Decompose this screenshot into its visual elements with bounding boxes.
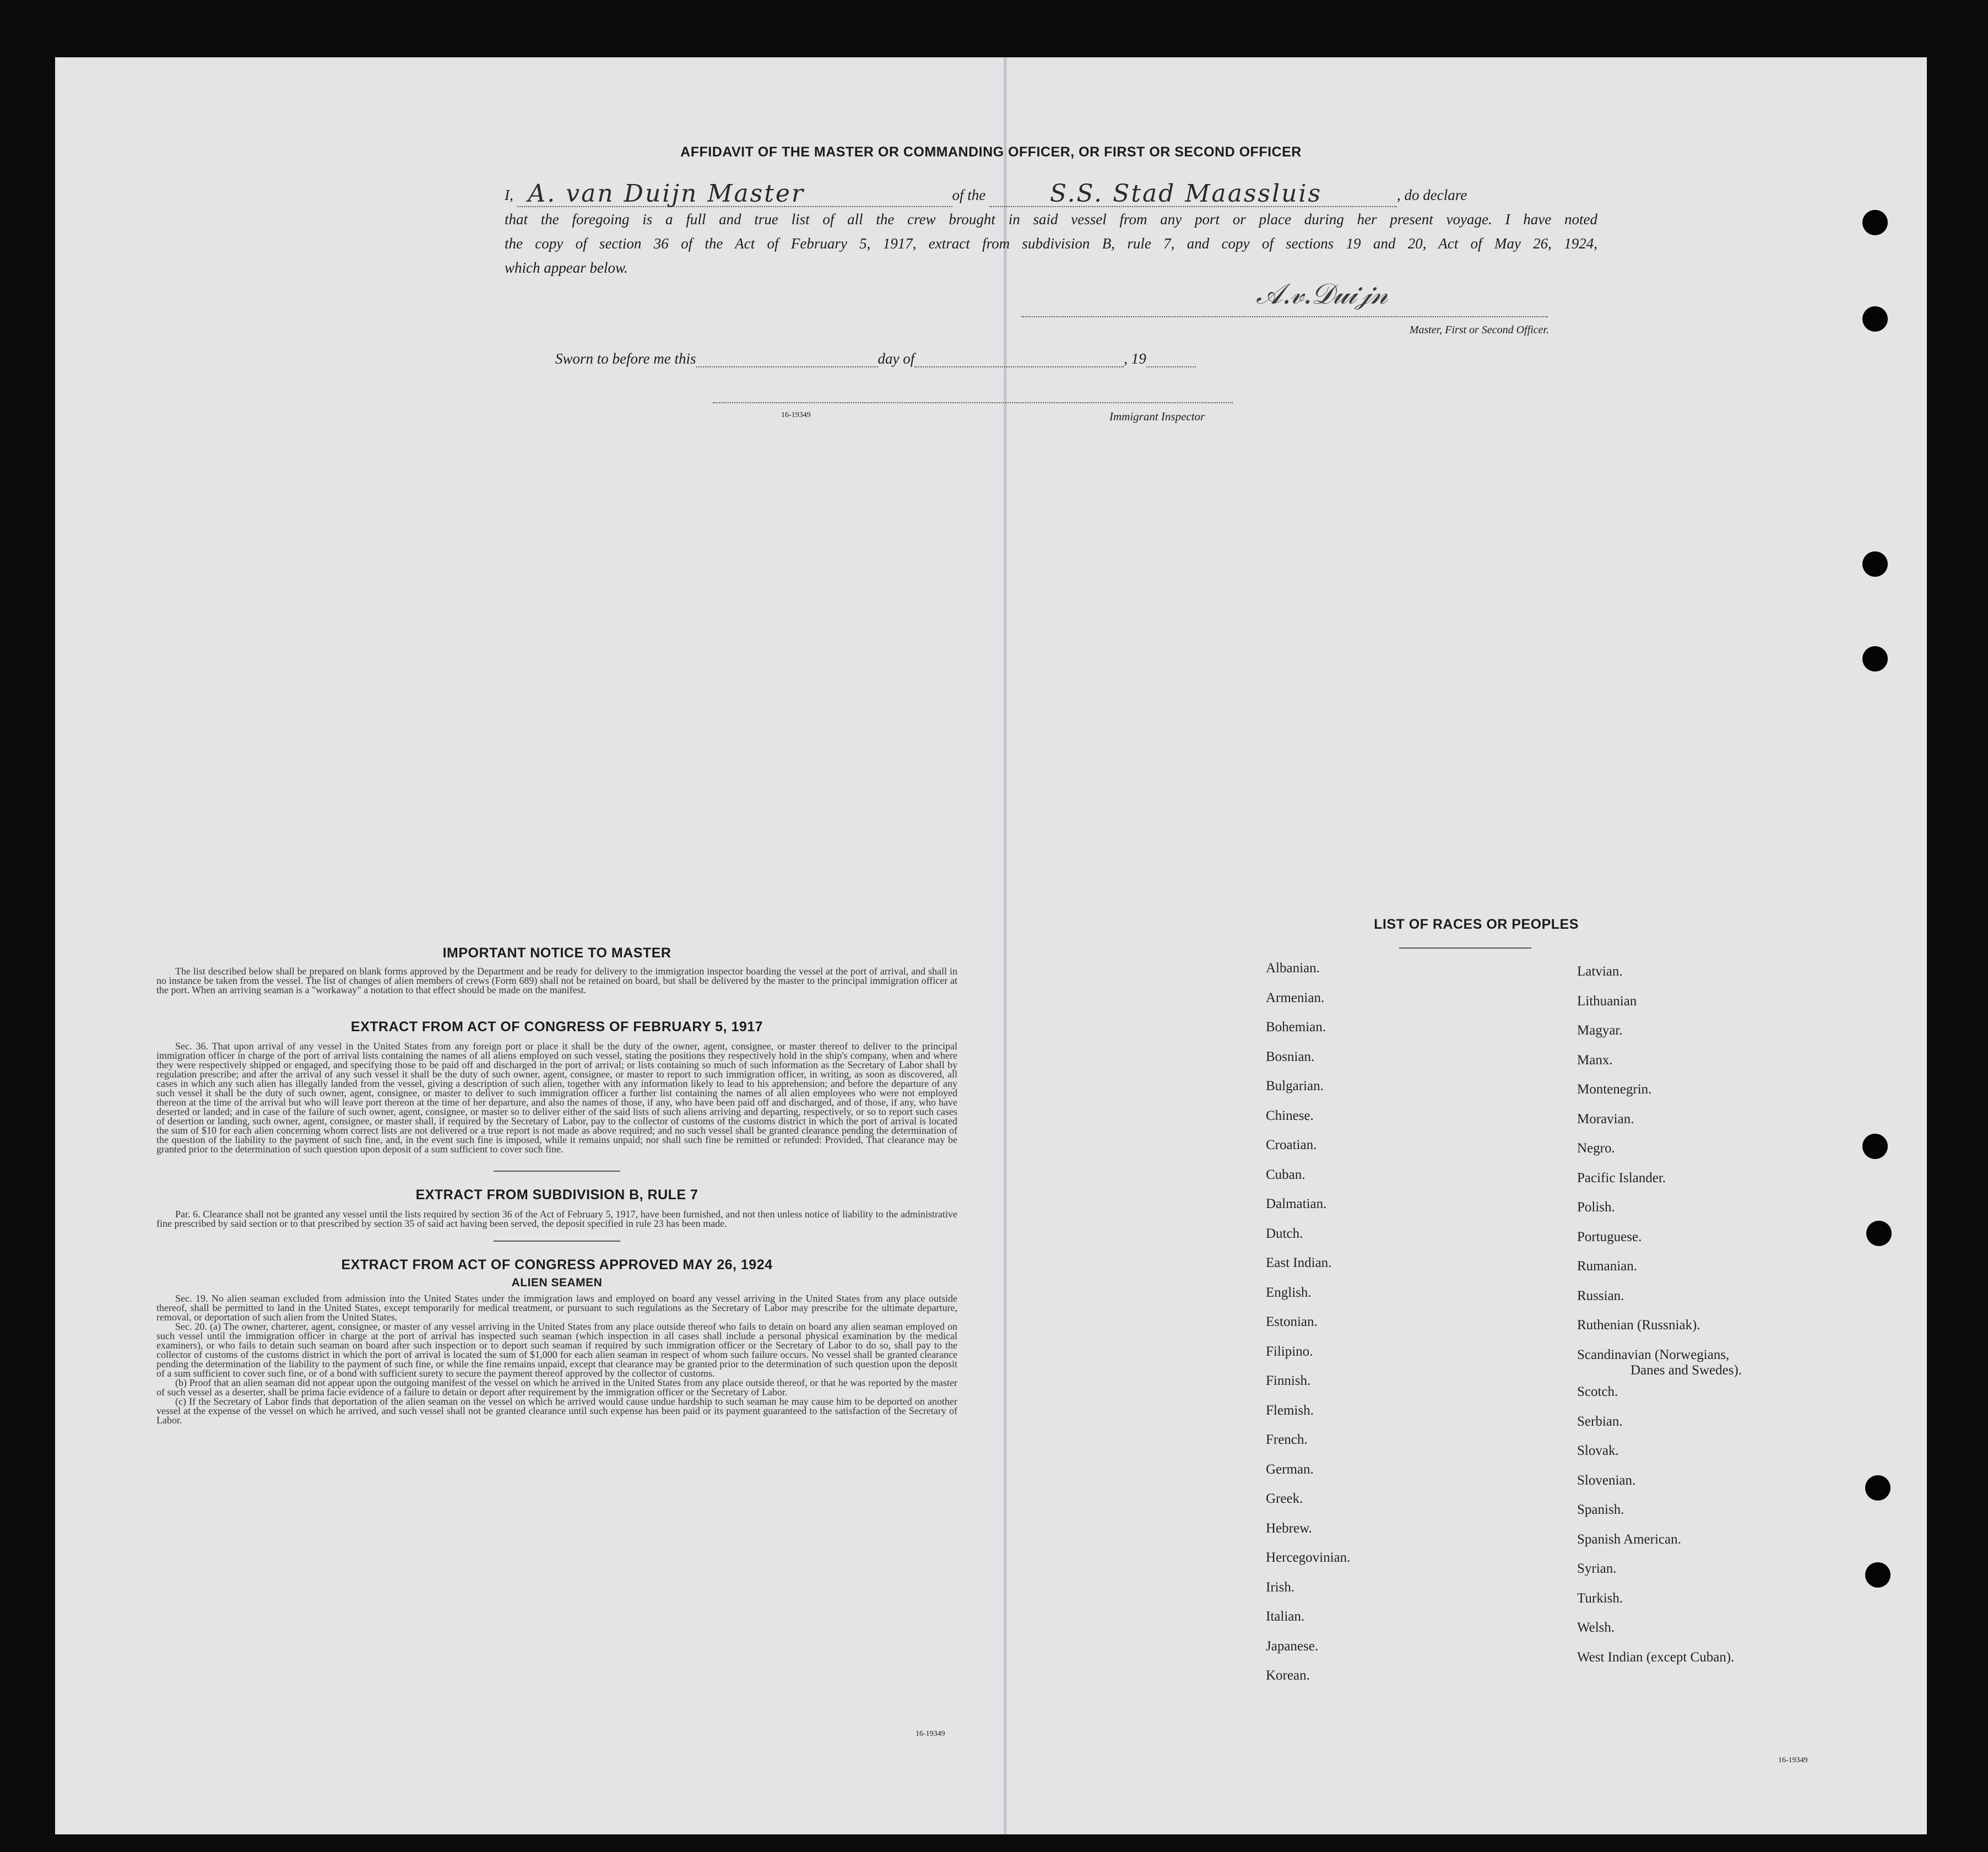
binder-hole <box>1865 1562 1891 1588</box>
year-prefix: , 19 <box>1124 350 1146 367</box>
sworn-line <box>555 350 1196 367</box>
race-item: English. <box>1266 1285 1312 1300</box>
inspector-signature-line <box>713 402 1233 403</box>
race-item: Turkish. <box>1577 1590 1623 1606</box>
race-item: Montenegrin. <box>1577 1082 1652 1097</box>
binder-hole <box>1862 306 1888 332</box>
race-item: Croatian. <box>1266 1138 1317 1152</box>
race-item: Slovak. <box>1577 1443 1619 1458</box>
race-item: Serbian. <box>1577 1414 1623 1429</box>
affidavit-line-3: the copy of section 36 of the Act of February 5, 1917, extract from subdivision B, rule 7, and copy of sections 19 and 20, Act of May 26, 1924, <box>505 235 1597 252</box>
race-item: West Indian (except Cuban). <box>1577 1649 1735 1665</box>
race-item: Negro. <box>1577 1141 1615 1156</box>
race-item: Chinese. <box>1266 1108 1314 1123</box>
binder-hole <box>1862 1134 1888 1159</box>
race-item: Flemish. <box>1266 1402 1314 1418</box>
vessel-name-handwritten: S.S. Stad Maassluis <box>1050 180 1323 208</box>
race-item: Bohemian. <box>1266 1020 1326 1035</box>
of-the-label: of the <box>952 187 986 203</box>
race-item: Bulgarian. <box>1266 1079 1324 1093</box>
race-item: Scandinavian (Norwegians, <box>1577 1347 1730 1362</box>
extract3-sec20c: (c) If the Secretary of Labor finds that deportation of the alien seaman on the vessel on which he arrived would cause undue hardship to such seaman he may cause him to be deported on another vessel at the expense of the vessel on which he arrived, and such vessel shall not be granted clearance until such expense has been paid or its payment guaranteed to the satisfaction of the Secretary of Labor. <box>156 1396 957 1426</box>
inspector-caption: Immigrant Inspector <box>1109 410 1205 423</box>
affidavit-form-number: 16-19349 <box>781 411 811 419</box>
race-item: Bosnian. <box>1266 1049 1315 1064</box>
extract3-subtitle: ALIEN SEAMEN <box>511 1276 603 1289</box>
extract3-sec20a: Sec. 20. (a) The owner, charterer, agent, consignee, or master of any vessel arriving in the United States from any place outside thereof who fails to detain on board any alien seaman employed on such vessel until the immigration officer in charge at the port of arrival has inspected such seaman (which inspection in all cases shall include a personal physical examination by the medical examiners), or who fails to detain such seaman on board after such inspection or to deport such seaman if required by such immigration officer or the Secretary of Labor to do so, shall pay to the collector of customs of the customs district in which the port of arrival is located the sum of $1,000 for each alien seaman in respect of whom such failure occurs. No vessel shall be granted clearance pending the determination of the liability to the payment of such fine, or while the fine remains unpaid, except that clearance may be granted prior to the determination of such question upon the deposit of a sum sufficient to cover such fine, or of a bond with sufficient surety to secure the payment thereof approved by the collector of customs. <box>156 1321 957 1379</box>
binder-hole <box>1862 551 1888 577</box>
notice-column <box>156 945 957 1425</box>
affidavit-line-2: that the foregoing is a full and true list of all the crew brought in said vessel from any port or place during her present voyage. I have noted <box>505 211 1597 228</box>
notice-body: The list described below shall be prepared on blank forms approved by the Department and be ready for delivery to the immigration inspector boarding the vessel at the port of arrival, and shall in no instance be taken from the vessel. The list of changes of alien members of crews (Form 689) shall not be retained on board, but shall be delivered by the master to the principal immigration officer at the port. When an arriving seaman is a "workaway" a notation to that effect should be made on the manifest. <box>156 966 957 995</box>
extract2-body: Par. 6. Clearance shall not be granted any vessel until the lists required by section 36 of the Act of February 5, 1917, have been furnished, and not then unless notice of liability to the administrative fine prescribed by said section or to that prescribed by section 35 of said act having been served, the deposit specified in rule 23 has been made. <box>156 1209 957 1229</box>
affidavit-line-1 <box>505 180 1597 208</box>
race-item: Hebrew. <box>1266 1520 1312 1536</box>
notice-form-number: 16-19349 <box>916 1730 945 1738</box>
race-item: Manx. <box>1577 1052 1613 1068</box>
races-title: LIST OF RACES OR PEOPLES <box>1374 917 1579 932</box>
race-item: Cuban. <box>1266 1167 1306 1182</box>
signature-caption: Master, First or Second Officer. <box>1409 324 1549 336</box>
binder-hole <box>1862 210 1888 235</box>
signature-line <box>1021 316 1548 317</box>
race-item: Hercegovinian. <box>1266 1550 1351 1565</box>
race-item: Filipino. <box>1266 1344 1313 1359</box>
document-page <box>55 57 1927 1834</box>
extract3-sec20b: (b) Proof that an alien seaman did not appear upon the outgoing manifest of the vessel on which he arrived in the United States from any place outside thereof, or that he was reported by the master of such vessel as a deserter, shall be prima facie evidence of a failure to detain or deport after requirement by the immigration officer or the Secretary of Labor. <box>156 1377 957 1398</box>
center-fold <box>1004 57 1007 1834</box>
affidavit-line-4: which appear below. <box>505 259 628 276</box>
race-item: Greek. <box>1266 1491 1303 1506</box>
binder-hole <box>1862 646 1888 672</box>
extract1-body: Sec. 36. That upon arrival of any vessel in the United States from any foreign port or place it shall be the duty of the owner, agent, consignee, or master thereof to deliver to the principal immigration officer in charge of the port of arrival lists containing the names of all aliens employed on such vessel, stating the positions they respectively hold in the ship's company, when and where they were respectively shipped or engaged, and specifying those to be paid off and discharged in the port of arrival; or lists containing so much of such information as the Secretary of Labor shall by regulation prescribe; and after the arrival of any such vessel it shall be the duty of such owner, agent, consignee, or master to report to such immigration officer, in writing, as soon as discovered, all cases in which any such alien has illegally landed from the vessel, giving a description of such alien, together with any information likely to lead to his apprehension; and before the departure of any such vessel it shall be the duty of such owner, agent, consignee, or master to deliver to such immigration officer a further list containing the names of all alien employees who were not employed thereon at the time of the arrival but who will leave port thereon at the time of her departure, and also the names of those, if any, who have been paid off and discharged, and of those, if any, who have deserted or landed; and in case of the failure of such owner, agent, consignee, or master so to deliver either of the said lists of such aliens arriving and departing, respectively, or so to report such cases of desertion or landing, such owner, agent, consignee, or master shall, if required by the Secretary of Labor, pay to the collector of customs of the customs district in which the port of arrival is located the sum of $10 for each alien concerning whom correct lists are not delivered or a true report is not made as above required; and no such vessel shall be granted clearance pending the determination of the question of the liability to the payment of such fine, and, in the event such fine is imposed, while it remains unpaid; nor shall such fine be remitted or refunded: Provided, That clearance may be granted prior to the determination of such question upon deposit of a sum sufficient to cover such fine. <box>156 1041 957 1155</box>
race-item: Japanese. <box>1266 1638 1319 1654</box>
race-item: Armenian. <box>1266 990 1325 1005</box>
races-title-rule <box>1399 947 1531 949</box>
day-of-label: day of <box>877 350 915 367</box>
race-item: Magyar. <box>1577 1023 1623 1038</box>
binder-hole <box>1866 1221 1892 1246</box>
race-item: Italian. <box>1266 1609 1305 1624</box>
vessel-name-field <box>989 180 1397 208</box>
extract1-title: EXTRACT FROM ACT OF CONGRESS OF FEBRUARY 5, 1917 <box>350 1019 763 1035</box>
race-item: Danes and Swedes). <box>1631 1362 1742 1378</box>
extract3-sec19: Sec. 19. No alien seaman excluded from admission into the United States under the immigration laws and employed on board any vessel arriving in the United States from any place outside thereof, shall be permitted to land in the United States, except temporarily for medical treatment, or pursuant to such regulations as the Secretary of Labor may prescribe for the ultimate departure, removal, or deportation of such alien from the United States. <box>156 1293 957 1323</box>
sworn-prefix: Sworn to before me this <box>555 350 696 367</box>
race-item: Irish. <box>1266 1579 1295 1595</box>
race-item: Moravian. <box>1577 1111 1634 1127</box>
binder-hole <box>1865 1475 1891 1501</box>
race-item: Dalmatian. <box>1266 1196 1327 1211</box>
extract2-title: EXTRACT FROM SUBDIVISION B, RULE 7 <box>415 1187 698 1203</box>
race-item: Latvian. <box>1577 964 1623 979</box>
race-item: East Indian. <box>1266 1255 1332 1270</box>
sworn-month-field[interactable] <box>914 353 1124 367</box>
master-signature: 𝒜.𝓋.𝒟𝓊𝒾𝒿𝓃 <box>1256 278 1387 311</box>
race-item: Slovenian. <box>1577 1472 1636 1488</box>
extract2-divider <box>494 1241 620 1242</box>
race-item: Ruthenian (Russniak). <box>1577 1318 1700 1333</box>
race-item: Russian. <box>1577 1288 1624 1303</box>
notice-title: IMPORTANT NOTICE TO MASTER <box>442 945 671 961</box>
race-item: Finnish. <box>1266 1373 1311 1388</box>
race-item: Spanish American. <box>1577 1531 1681 1547</box>
race-item: French. <box>1266 1432 1308 1447</box>
i-label: I, <box>505 187 513 203</box>
race-item: Pacific Islander. <box>1577 1170 1666 1185</box>
officer-name-handwritten: A. van Duijn Master <box>528 180 805 208</box>
race-item: Spanish. <box>1577 1502 1624 1517</box>
race-item: Albanian. <box>1266 961 1320 976</box>
affidavit-body <box>505 180 1597 280</box>
race-item: Dutch. <box>1266 1226 1303 1241</box>
races-form-number: 16-19349 <box>1778 1756 1808 1764</box>
race-item: Lithuanian <box>1577 993 1637 1009</box>
race-item: Korean. <box>1266 1668 1310 1683</box>
race-item: Polish. <box>1577 1200 1615 1215</box>
officer-name-field <box>517 180 952 208</box>
race-item: Welsh. <box>1577 1620 1615 1635</box>
sworn-day-field[interactable] <box>696 353 878 367</box>
affidavit-title: AFFIDAVIT OF THE MASTER OR COMMANDING OFFICER, OR FIRST OR SECOND OFFICER <box>680 144 1302 160</box>
race-item: Estonian. <box>1266 1314 1318 1329</box>
race-item: Scotch. <box>1577 1384 1618 1399</box>
extract3-title: EXTRACT FROM ACT OF CONGRESS APPROVED MAY 26, 1924 <box>341 1257 773 1272</box>
race-item: Rumanian. <box>1577 1259 1638 1274</box>
extract1-divider <box>494 1171 620 1172</box>
race-item: Syrian. <box>1577 1561 1617 1576</box>
do-declare-label: , do declare <box>1397 187 1467 203</box>
race-item: German. <box>1266 1461 1314 1477</box>
extract3-body <box>156 1294 957 1425</box>
race-item: Portuguese. <box>1577 1229 1642 1244</box>
sworn-year-field[interactable] <box>1146 353 1196 367</box>
